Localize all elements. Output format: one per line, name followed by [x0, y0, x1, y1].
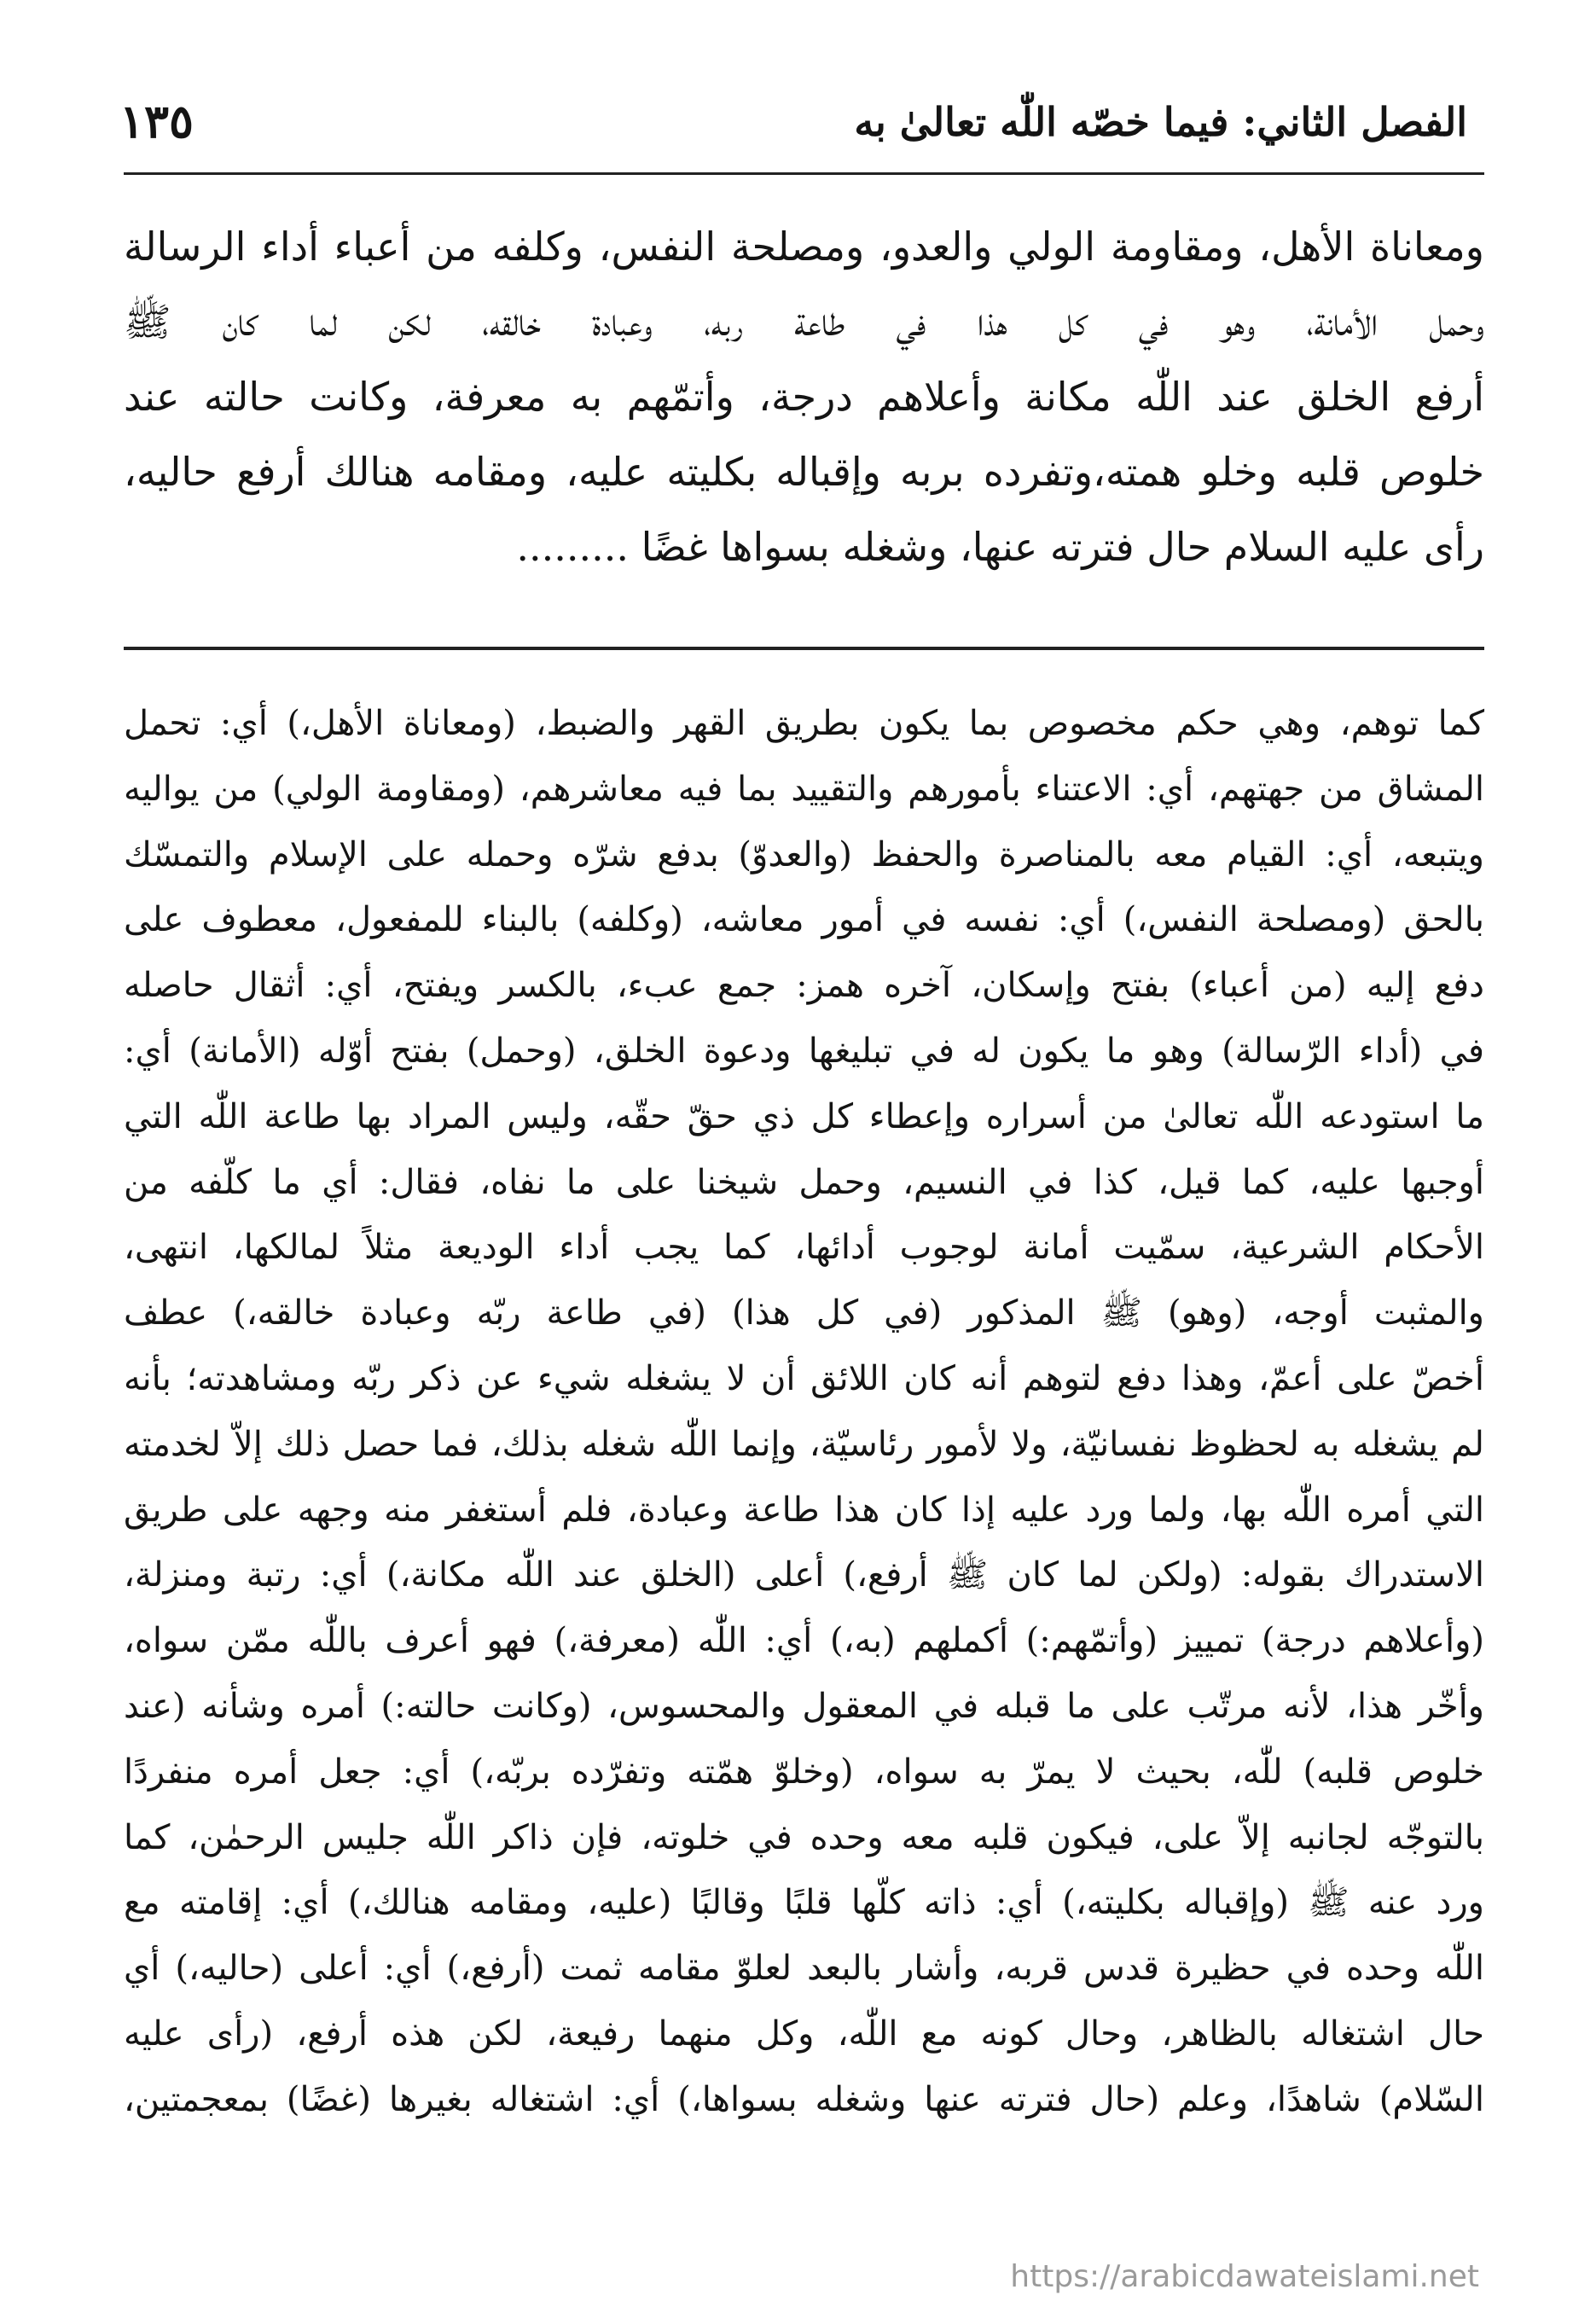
- commentary-line: أخصّ على أعمّ، وهذا دفع لتوهم أنه كان اللائق أن لا يشغله شيء عن ذكر ربّه ومشاهدته؛ بأنه: [124, 1358, 1484, 1398]
- page-number: ١٣٥: [119, 94, 194, 148]
- commentary-line: خلوص قلبه) للّٰه، بحيث لا يمرّ به سواه، (وخلوّ همّته وتفرّده بربّه،) أي: جعل أمره منفردًا: [124, 1752, 1484, 1792]
- commentary-line: حال اشتغاله بالظاهر، وحال كونه مع اللّٰه، وكل منهما رفيعة، لكن هذه أرفع، (رأى عليه: [124, 2013, 1485, 2054]
- header-divider: [124, 172, 1484, 175]
- main-text-line: رأى عليه السلام حال فترته عنها، وشغله بسواها غضًا .........: [516, 524, 1484, 570]
- commentary-line: كما توهم، وهي حكم مخصوص بما يكون بطريق القهر والضبط، (ومعاناة الأهل،) أي: تحمل: [124, 704, 1484, 743]
- commentary-line: المشاق من جهتهم، أي: الاعتناء بأمورهم والتقييد بما فيه معاشرهم، (ومقاومة الولي) من يواليه: [124, 769, 1484, 809]
- website-watermark: https://arabicdawateislami.net: [1010, 2259, 1479, 2294]
- commentary-line: دفع إليه (من أعباء) بفتح وإسكان، آخره همز: جمع عبء، بالكسر ويفتح، أي: أثقال حاصله: [124, 966, 1484, 1006]
- commentary-line: ويتبعه، أي: القيام معه بالمناصرة والحفظ (والعدوّ) بدفع شرّه وحمله على الإسلام والتمسّك: [124, 834, 1484, 874]
- commentary-line: التي أمره اللّٰه بها، ولما ورد عليه إذا كان هذا طاعة وعبادة، فلم أستغفر منه وجهه على طريق: [124, 1490, 1484, 1530]
- chapter-title: الفصل الثاني: فيما خصّه اللّٰه تعالىٰ به: [854, 99, 1467, 145]
- commentary-line: السّلام) شاهدًا، وعلم (حال فترته عنها وشغله بسواها،) أي: اشتغاله بغيرها (غضًا) بمعجمتين،: [124, 2079, 1484, 2119]
- commentary-line: والمثبت أوجه، (وهو) ﷺ المذكور (في كل هذا) (في طاعة ربّه وعبادة خالقه،) عطف: [124, 1293, 1484, 1333]
- commentary-line: وأخّر هذا، لأنه مرتّب على ما قبله في المعقول والمحسوس، (وكانت حالته:) أمره وشأنه (عند: [124, 1686, 1485, 1726]
- commentary-line: أوجبها عليه، كما قيل، كذا في النسيم، وحمل شيخنا على ما نفاه، فقال: أي ما كلّفه من: [124, 1162, 1484, 1202]
- commentary-line: الاستدراك بقوله: (ولكن لما كان ﷺ أرفع،) أعلى (الخلق عند اللّٰه مكانة،) أي: رتبة ومنزلة،: [124, 1555, 1484, 1595]
- commentary-line: ورد عنه ﷺ (وإقباله بكليته،) أي: ذاته كلّها قلبًا وقالبًا (عليه، ومقامه هنالك،) أي: إقامته مع: [124, 1883, 1484, 1923]
- commentary-line: اللّٰه وحده في حظيرة قدس قربه، وأشار بالبعد لعلوّ مقامه ثمت (أرفع،) أي: أعلى (حاليه،) أي: [124, 1949, 1484, 1989]
- commentary-line: الأحكام الشرعية، سمّيت أمانة لوجوب أدائها، كما يجب أداء الوديعة مثلاً لمالكها، انتهى،: [124, 1228, 1484, 1268]
- commentary-line: (وأعلاهم درجة) تمييز (وأتمّهم:) أكملهم (به،) أي: اللّٰه (معرفة،) فهو أعرف باللّٰه ممّن سواه،: [124, 1621, 1484, 1661]
- main-text-line: ومعاناة الأهل، ومقاومة الولي والعدو، ومصلحة النفس، وكلفه من أعباء أداء الرسالة: [124, 224, 1484, 270]
- commentary-line: في (أداء الرّسالة) وهو ما يكون له في تبليغها ودعوة الخلق، (وحمل) بفتح أوّله (الأمانة) أي:: [124, 1031, 1484, 1071]
- main-text-line: أرفع الخلق عند اللّٰه مكانة وأعلاهم درجة، وأتمّهم به معرفة، وكانت حالته عند: [124, 374, 1484, 420]
- footnote-divider: [124, 647, 1484, 650]
- main-text-line: خلوص قلبه وخلو همته،وتفرده بربه وإقباله بكليته عليه، ومقامه هنالك أرفع حاليه،: [124, 449, 1484, 495]
- main-text-line: وحمل الأمانة، وهو في كل هذا في طاعة ربه، وعبادة خالقه، لكن لما كان ﷺ: [124, 299, 1484, 345]
- commentary-block: [124, 691, 1484, 2133]
- page-header: [102, 94, 1467, 162]
- commentary-line: بالتوجّه لجانبه إلاّ على، فيكون قلبه معه وحده في خلوته، فإن ذاكر اللّٰه جليس الرحمٰن، كما: [124, 1817, 1484, 1857]
- main-text-block: [124, 209, 1484, 584]
- commentary-line: بالحق (ومصلحة النفس،) أي: نفسه في أمور معاشه، (وكلفه) بالبناء للمفعول، معطوف على: [124, 900, 1484, 940]
- commentary-line: لم يشغله به لحظوظ نفسانيّة، ولا لأمور رئاسيّة، وإنما اللّٰه شغله بذلك، فما حصل ذلك إلاّ لخدمته: [124, 1424, 1484, 1464]
- commentary-line: ما استودعه اللّٰه تعالىٰ من أسراره وإعطاء كل ذي حقّ حقّه، وليس المراد بها طاعة اللّٰه التي: [124, 1096, 1484, 1136]
